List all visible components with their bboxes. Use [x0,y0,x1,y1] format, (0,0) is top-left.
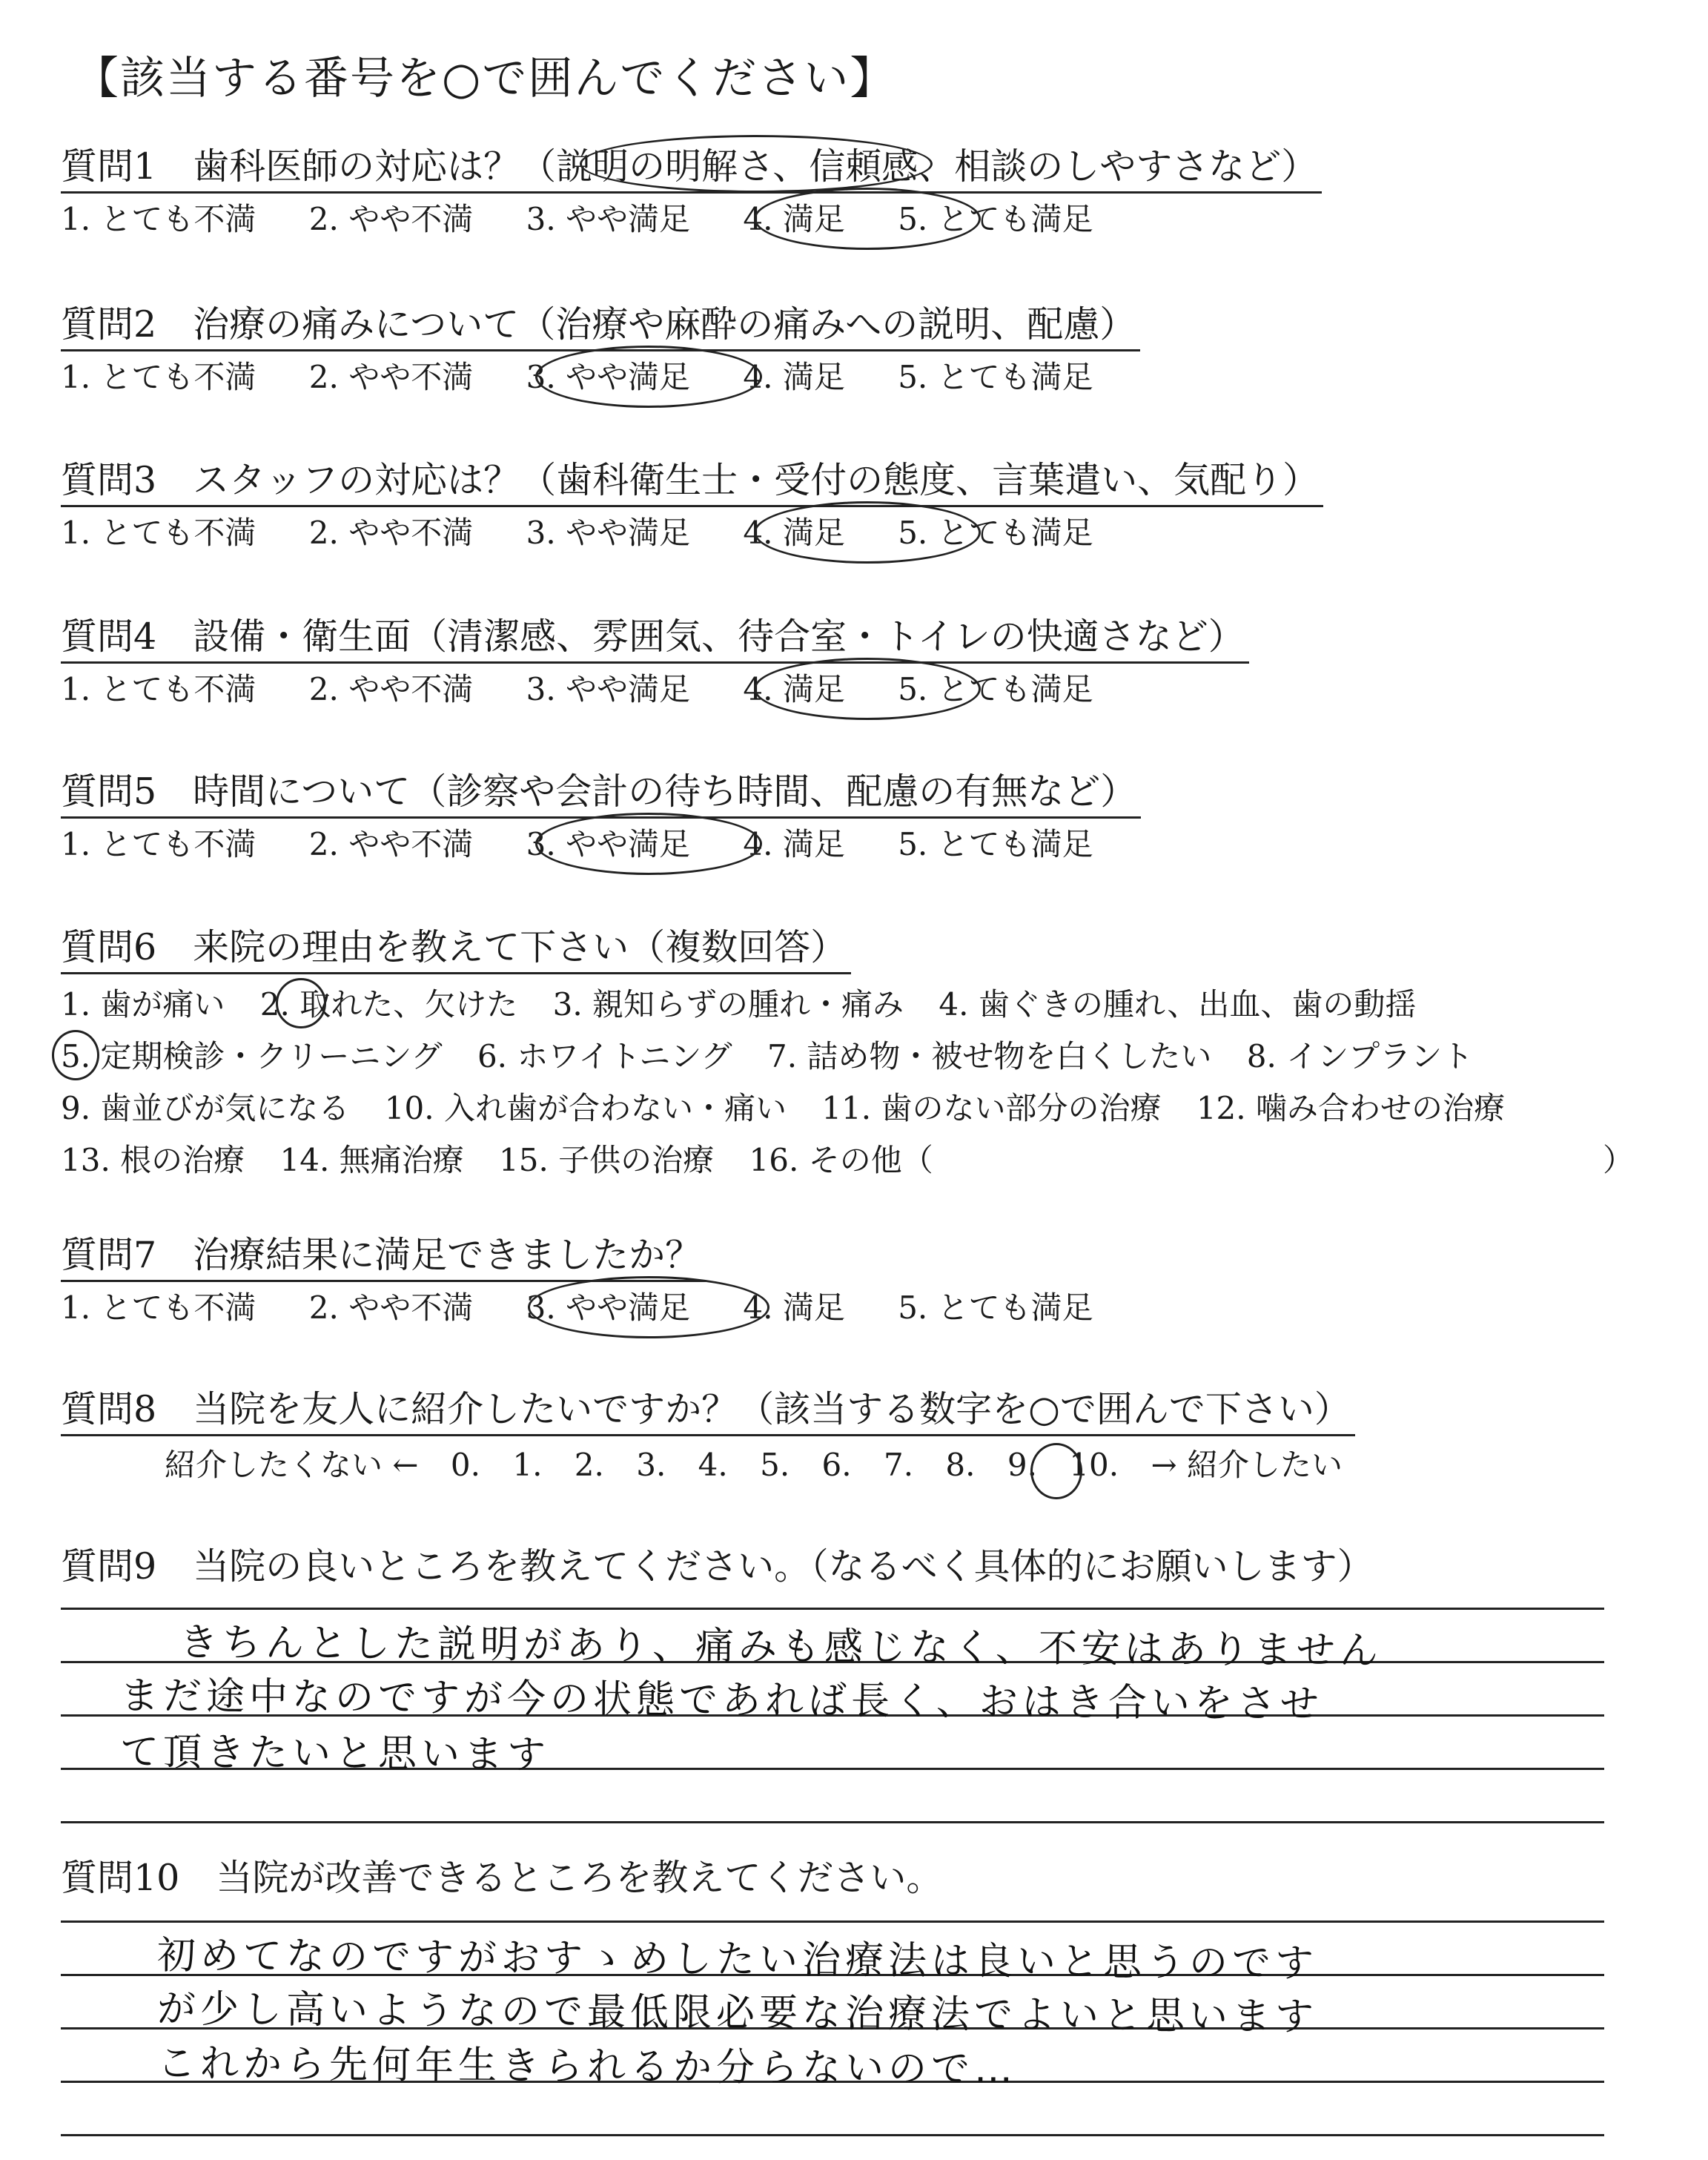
reason-11[interactable]: 11. 歯のない部分の治療 [821,1090,1162,1126]
q9-answer-area[interactable] [61,1608,1604,1823]
question-10-title: 質問10 当院が改善できるところを教えてください。 [61,1857,943,1899]
q3-option-3[interactable]: 3. やや満足 [526,515,691,551]
reason-row-2 [61,1031,1530,1083]
question-3 [61,456,1323,556]
question-3-options [61,510,1323,556]
question-7-options [61,1285,1136,1331]
question-1 [61,142,1322,242]
scale-10[interactable]: 10. [1069,1447,1119,1483]
q9-answer-line-2: まだ途中なのですが今の状態であれば長く、おはき合いをさせ [119,1674,1324,1727]
q4-option-5[interactable]: 5. とても満足 [898,671,1093,707]
question-4-options [61,667,1249,713]
q9-answer-line-3: て頂きたいと思います [119,1729,551,1778]
scale-3[interactable]: 3. [636,1447,666,1483]
recommend-right-label: → 紹介したい [1151,1447,1343,1483]
q7-option-1[interactable]: 1. とても不満 [61,1289,256,1326]
question-5-title: 質問5 時間について（診察や会計の待ち時間、配慮の有無など） [61,767,1141,819]
reason-7[interactable]: 7. 詰め物・被せ物を白くしたい [767,1038,1212,1074]
question-4-title: 質問4 設備・衛生面（清潔感、雰囲気、待合室・トイレの快適さなど） [61,612,1249,664]
question-1-title: 質問1 歯科医師の対応は？（説明の明解さ、信頼感、相談のしやすさなど） [61,142,1322,194]
q4-option-2[interactable]: 2. やや不満 [308,671,474,707]
reason-4[interactable]: 4. 歯ぐきの腫れ、出血、歯の動揺 [939,986,1417,1023]
question-2-title: 質問2 治療の痛みについて（治療や麻酔の痛みへの説明、配慮） [61,300,1140,351]
q1-option-3[interactable]: 3. やや満足 [526,201,691,237]
question-8 [61,1385,1365,1488]
q6-selection-circle-2 [276,978,326,1028]
q4-option-4[interactable]: 4. 満足 [743,671,845,707]
q5-option-1[interactable]: 1. とても不満 [61,826,256,862]
q4-selection-circle [754,658,981,720]
q5-option-3[interactable]: 3. やや満足 [526,826,691,862]
q8-selection-circle [1030,1443,1082,1499]
scale-8[interactable]: 8. [945,1447,976,1483]
q6-selection-circle-5 [52,1030,99,1080]
question-2-options [61,354,1140,400]
q9-line-1 [61,1608,1604,1610]
question-5 [61,767,1141,868]
q9-answer-line-1: きちんとした説明があり、痛みも感じなく、不安はありません [179,1620,1383,1674]
question-6 [61,923,1635,1186]
recommend-left-label: 紹介したくない ← [165,1447,419,1483]
q1-option-5[interactable]: 5. とても満足 [898,201,1093,237]
reason-5[interactable]: 5. 定期検診・クリーニング [61,1038,443,1074]
question-3-title: 質問3 スタッフの対応は？（歯科衛生士・受付の態度、言葉遣い、気配り） [61,456,1323,507]
scale-1[interactable]: 1. [512,1447,543,1483]
reason-6[interactable]: 6. ホワイトニング [477,1038,732,1074]
reason-15[interactable]: 15. 子供の治療 [499,1142,715,1178]
q3-option-2[interactable]: 2. やや不満 [308,515,474,551]
q2-option-5[interactable]: 5. とても満足 [898,359,1093,395]
q1-option-4[interactable]: 4. 満足 [743,201,845,237]
reason-2[interactable]: 2. 取れた、欠けた [259,986,518,1023]
reason-16-close-paren: ） [1603,1142,1635,1178]
q3-selection-circle [754,501,981,564]
q4-option-3[interactable]: 3. やや満足 [526,671,691,707]
question-5-options [61,822,1141,868]
scale-7[interactable]: 7. [883,1447,914,1483]
q10-line-1 [61,1920,1604,1923]
reason-8[interactable]: 8. インプラント [1246,1038,1474,1074]
reason-9[interactable]: 9. 歯並びが気になる [61,1090,350,1126]
question-7-title: 質問7 治療結果に満足できましたか？ [61,1231,706,1282]
q4-option-1[interactable]: 1. とても不満 [61,671,256,707]
q2-option-1[interactable]: 1. とても不満 [61,359,256,395]
scale-4[interactable]: 4. [698,1447,728,1483]
reason-14[interactable]: 14. 無痛治療 [279,1142,464,1178]
q5-option-2[interactable]: 2. やや不満 [308,826,474,862]
q10-answer-line-3: これから先何年生きられるか分らないので… [156,2041,1018,2093]
reason-row-3 [61,1083,1530,1135]
q10-answer-line-2: が少し高いようなので最低限必要な治療法でよいと思います [156,1986,1319,2040]
q3-option-1[interactable]: 1. とても不満 [61,515,256,551]
q7-option-4[interactable]: 4. 満足 [743,1289,845,1326]
q7-option-5[interactable]: 5. とても満足 [898,1289,1093,1326]
question-1-options [61,196,1322,242]
q2-selection-circle [535,346,762,408]
q10-answer-line-1: 初めてなのですがおすゝめしたい治療法は良いと思うのです [156,1933,1319,1986]
q1-option-2[interactable]: 2. やや不満 [308,201,474,237]
question-4 [61,612,1249,713]
q7-option-3[interactable]: 3. やや満足 [526,1289,691,1326]
q1-selection-circle [754,188,981,250]
q5-option-5[interactable]: 5. とても満足 [898,826,1093,862]
q2-option-3[interactable]: 3. やや満足 [526,359,691,395]
reason-13[interactable]: 13. 根の治療 [61,1142,245,1178]
q9-line-5 [61,1821,1604,1823]
reason-10[interactable]: 10. 入れ歯が合わない・痛い [384,1090,787,1126]
scale-5[interactable]: 5. [760,1447,790,1483]
reason-3[interactable]: 3. 親知らずの腫れ・痛み [552,986,904,1023]
q2-option-4[interactable]: 4. 満足 [743,359,845,395]
recommend-scale [165,1442,1365,1488]
reason-1[interactable]: 1. 歯が痛い [61,986,225,1023]
q2-option-2[interactable]: 2. やや不満 [308,359,474,395]
q1-option-1[interactable]: 1. とても不満 [61,201,256,237]
q5-selection-circle [535,813,762,875]
scale-2[interactable]: 2. [574,1447,604,1483]
q10-answer-area[interactable] [61,1920,1604,2143]
reason-row-4 [61,1135,1635,1186]
q1-title-scribble-circle [580,135,933,193]
question-9 [61,1542,1378,1591]
question-10 [61,1854,947,1903]
q3-option-5[interactable]: 5. とても満足 [898,515,1093,551]
reason-12[interactable]: 12. 噛み合わせの治療 [1196,1090,1505,1126]
scale-6[interactable]: 6. [821,1447,852,1483]
q7-selection-circle [528,1276,769,1338]
q10-line-5 [61,2134,1604,2136]
reason-16-other[interactable]: 16. その他（ [749,1142,933,1178]
q5-option-4[interactable]: 4. 満足 [743,826,845,862]
q7-option-2[interactable]: 2. やや不満 [308,1289,474,1326]
question-9-title: 質問9 当院の良いところを教えてください。（なるべく具体的にお願いします） [61,1545,1374,1588]
q3-option-4[interactable]: 4. 満足 [743,515,845,551]
scale-0[interactable]: 0. [450,1447,480,1483]
question-8-title: 質問8 当院を友人に紹介したいですか？（該当する数字を○で囲んで下さい） [61,1385,1355,1436]
question-2 [61,300,1140,400]
scale-9[interactable]: 9. [1007,1447,1037,1483]
question-6-title: 質問6 来院の理由を教えて下さい（複数回答） [61,923,851,974]
page-header: 【該当する番号を○で囲んでください】 [74,53,896,105]
question-7 [61,1231,1136,1331]
